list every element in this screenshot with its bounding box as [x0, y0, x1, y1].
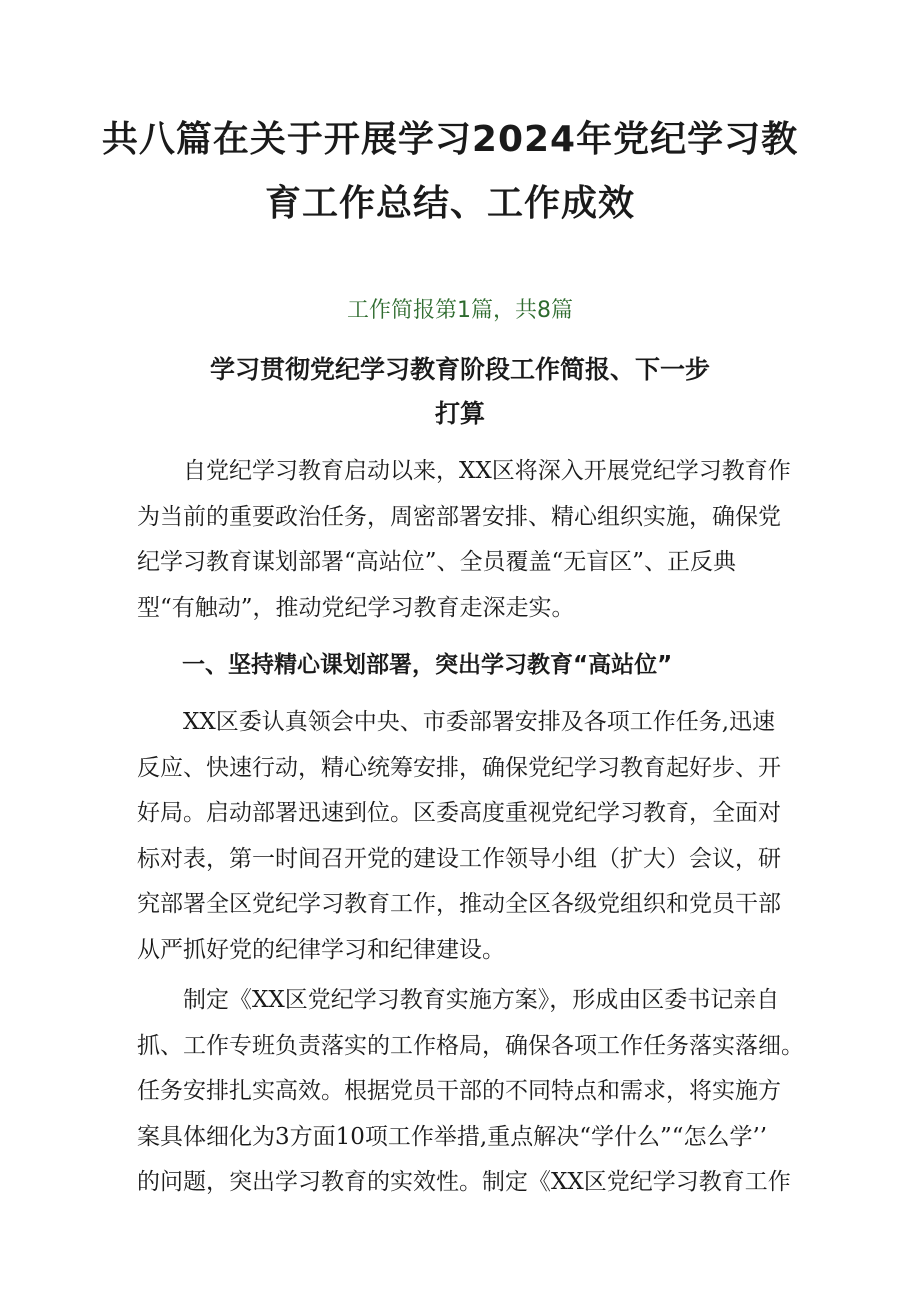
body-paragraph-2: [137, 978, 804, 1206]
text-line: 案具体细化为3方面10项工作举措,重点解决“学什么”“怎么学’’: [137, 1123, 768, 1150]
text-line: 反应、快速行动，精心统筹安排，确保党纪学习教育起好步、开: [137, 754, 781, 781]
document-title-line-2: 育工作总结、工作成效: [264, 183, 635, 224]
text-line: 制定《XX区党纪学习教育实施方案》，形成由区委书记亲自: [183, 987, 780, 1013]
text-line: 好局。启动部署迅速到位。区委高度重视党纪学习教育，全面对: [137, 800, 781, 826]
text-line: 型“有触动”，推动党纪学习教育走深走实。: [137, 594, 575, 621]
text-line: 的问题，突出学习教育的实效性。制定《XX区党纪学习教育工作: [137, 1169, 791, 1195]
text-line: 任务安排扎实高效。根据党员干部的不同特点和需求，将实施方: [137, 1078, 781, 1104]
intro-paragraph: [137, 449, 797, 631]
section-title-line-2: 打算: [434, 399, 485, 428]
text-line: 究部署全区党纪学习教育工作，推动全区各级党组织和党员干部: [137, 891, 781, 917]
document-subtitle: 工作简报第1篇，共8篇: [347, 298, 573, 323]
section-title-line-1: 学习贯彻党纪学习教育阶段工作简报、下一步: [209, 355, 710, 384]
document-title-line-1: 共八篇在关于开展学习2024年党纪学习教: [101, 119, 799, 160]
body-paragraph-1: [137, 700, 797, 973]
text-line: 为当前的重要政治任务，周密部署安排、精心组织实施，确保党: [137, 503, 781, 530]
text-line: 标对表，第一时间召开党的建设工作领导小组（扩大）会议，研: [137, 845, 781, 872]
text-line: XX区委认真领会中央、市委部署安排及各项工作任务,迅速: [183, 709, 776, 735]
text-line: 从严抓好党的纪律学习和纪律建设。: [137, 936, 505, 963]
subheading-1: 一、坚持精心课划部署，突出学习教育“高站位”: [182, 652, 673, 678]
text-line: 抓、工作专班负责落实的工作格局，确保各项工作任务落实落细。: [137, 1032, 804, 1059]
text-line: 自党纪学习教育启动以来，XX区将深入开展党纪学习教育作: [183, 458, 791, 484]
text-line: 纪学习教育谋划部署“高站位”、全员覆盖“无盲区”、正反典: [137, 549, 737, 575]
